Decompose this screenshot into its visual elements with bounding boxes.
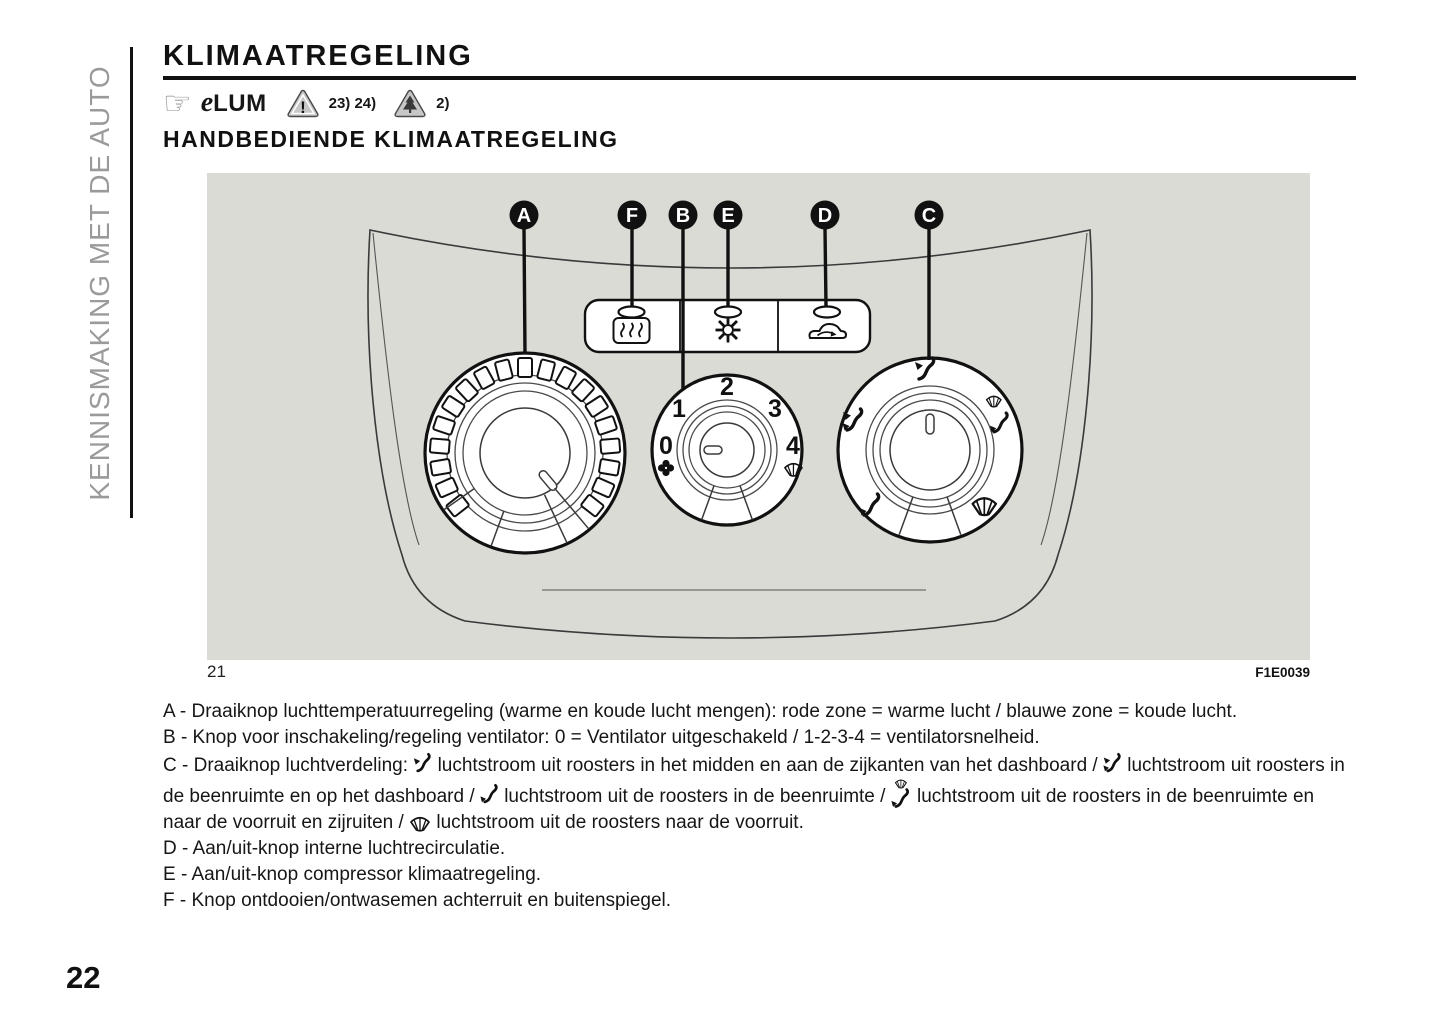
svg-text:!: ! <box>299 98 306 117</box>
sidebar-rule <box>130 47 133 518</box>
climate-control-figure <box>207 173 1310 660</box>
air-windshield-icon <box>409 815 431 832</box>
legend-item-e: E - Aan/uit-knop compressor klimaatregeling. <box>163 864 542 885</box>
page-number: 22 <box>66 960 101 995</box>
callout-b: B <box>675 205 691 227</box>
callout-f: F <box>625 205 639 227</box>
climate-control-diagram <box>207 173 1310 660</box>
legend-item-c: C - Draaiknop luchtverdeling: luchtstroom uit roosters in het midden en aan de zijkanten van het dashboard / luchtstroom uit roosters in de beenruimte en op het dashboard / luchtstroom uit de roosters in de beenruimte / luchtstroom uit de roosters in de beenruimte en naar de voorruit en zijruiten / luchtstroom uit de roosters naar de voorruit. <box>163 751 1351 836</box>
fan-position-4: 4 <box>786 432 800 460</box>
callout-a: A <box>516 205 532 227</box>
title-rule <box>163 76 1356 80</box>
callout-d: D <box>817 205 833 227</box>
rear-defrost-indicator <box>619 307 645 318</box>
environment-triangle-icon <box>393 88 427 118</box>
warning-reference-numbers: 23) 24) <box>328 94 377 112</box>
legend <box>163 699 1351 914</box>
ac-indicator <box>715 307 741 318</box>
air-feet-windshield-icon <box>891 779 912 809</box>
environment-reference-number: 2) <box>436 94 450 112</box>
air-distribution-dial <box>838 358 1022 542</box>
legend-item-a: A - Draaiknop luchttemperatuurregeling (warme en koude lucht mengen): rode zone = warme lucht / blauwe zone = koude lucht. <box>163 701 1238 722</box>
fan-pointer <box>704 446 722 454</box>
air-face-icon <box>413 751 432 775</box>
callout-c: C <box>921 205 937 227</box>
figure-code: F1E0039 <box>1255 665 1310 680</box>
temperature-dial <box>425 353 625 553</box>
legend-item-f: F - Knop ontdooien/ontwasemen achterruit en buitenspiegel. <box>163 890 672 911</box>
figure-number: 21 <box>207 662 226 681</box>
distribution-pointer <box>926 414 934 434</box>
pointing-hand-icon: ☞ <box>163 85 192 121</box>
callout-badges <box>510 201 944 230</box>
callout-e: E <box>721 205 735 227</box>
console-inner-line-right <box>1041 233 1087 545</box>
chapter-label: KENNISMAKING MET DE AUTO <box>84 65 115 501</box>
recirculation-indicator <box>814 307 840 318</box>
button-panel <box>585 300 870 352</box>
console-inner-line-left <box>373 233 419 545</box>
ac-snowflake-icon <box>716 318 741 343</box>
legend-item-d: D - Aan/uit-knop interne luchtrecirculatie. <box>163 838 506 859</box>
air-face-feet-icon <box>1103 751 1122 775</box>
elum-logo: e LUM <box>200 87 267 118</box>
legend-item-b: B - Knop voor inschakeling/regeling ventilator: 0 = Ventilator uitgeschakeld / 1-2-3-4 = ventilatorsnelheid. <box>163 727 1040 748</box>
air-feet-icon <box>480 782 499 806</box>
fan-position-2: 2 <box>720 373 734 401</box>
reference-icons-row <box>163 86 457 120</box>
fan-speed-dial <box>652 373 802 525</box>
section-subtitle: HANDBEDIENDE KLIMAATREGELING <box>163 126 619 152</box>
figure-caption <box>207 662 1310 682</box>
fan-position-1: 1 <box>672 395 686 423</box>
warning-triangle-icon <box>286 88 320 118</box>
page-title: KLIMAATREGELING <box>163 40 473 72</box>
fan-position-3: 3 <box>768 395 782 423</box>
fan-position-0: 0 <box>659 432 673 460</box>
